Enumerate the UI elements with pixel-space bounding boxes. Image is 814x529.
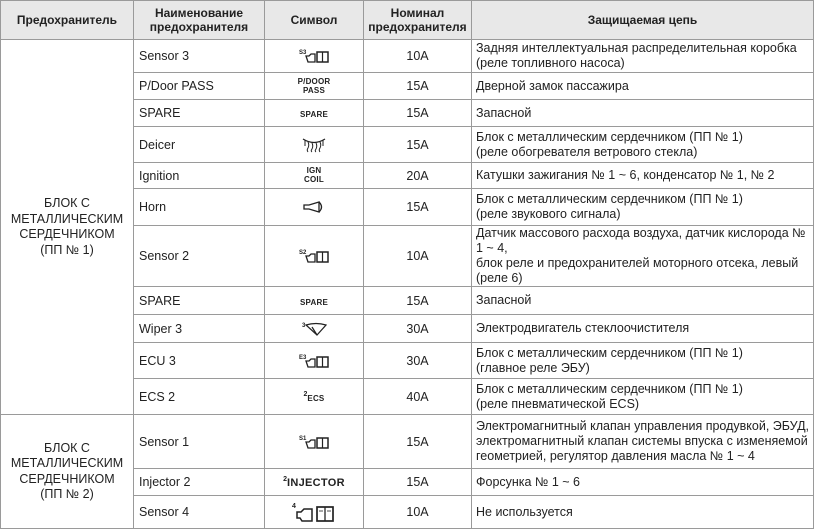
svg-text:3: 3 — [302, 322, 306, 329]
p-door-pass-symbol: P/DOOR PASS — [265, 73, 364, 100]
protected-circuit: Блок с металлическим сердечником (ПП № 1) (реле звукового сигнала) — [472, 189, 814, 226]
protected-circuit: Запасной — [472, 100, 814, 127]
fuse-name: ECU 3 — [134, 343, 265, 379]
fuse-name: P/Door PASS — [134, 73, 265, 100]
fuse-name: Ignition — [134, 163, 265, 189]
fuse-name: Wiper 3 — [134, 315, 265, 343]
protected-circuit: Катушки зажигания № 1 ~ 6, конденсатор № 1, № 2 — [472, 163, 814, 189]
svg-text:E3: E3 — [299, 354, 307, 361]
header-rating: Номинал предохранителя — [364, 1, 472, 40]
svg-text:S1: S1 — [299, 435, 307, 442]
table-row — [1, 40, 814, 73]
sensor-1-icon — [265, 415, 364, 469]
header-circuit: Защищаемая цепь — [472, 1, 814, 40]
ecs-2-symbol: $^2$ECS — [265, 379, 364, 415]
fuse-name: Sensor 3 — [134, 40, 265, 73]
injector-2-symbol: $^2$INJECTOR — [265, 469, 364, 496]
svg-text:4: 4 — [292, 503, 296, 510]
protected-circuit: Запасной — [472, 287, 814, 315]
fuse-rating: 30A — [364, 343, 472, 379]
ign-coil-symbol: IGN COIL — [265, 163, 364, 189]
fuse-name: SPARE — [134, 287, 265, 315]
protected-circuit: Датчик массового расхода воздуха, датчик кислорода № 1 ~ 4, блок реле и предохранителей моторного отсека, левый (реле 6) — [472, 226, 814, 287]
ecu-3-icon — [265, 343, 364, 379]
protected-circuit: Блок с металлическим сердечником (ПП № 1) (реле пневматической ECS) — [472, 379, 814, 415]
protected-circuit: Форсунка № 1 ~ 6 — [472, 469, 814, 496]
sensor-4-icon — [265, 496, 364, 529]
fuse-name: Horn — [134, 189, 265, 226]
header-symbol: Символ — [265, 1, 364, 40]
table-row — [1, 415, 814, 469]
fuse-rating: 15A — [364, 469, 472, 496]
header-row — [1, 1, 814, 40]
fuse-rating: 15A — [364, 415, 472, 469]
protected-circuit: Блок с металлическим сердечником (ПП № 1) (реле обогревателя ветрового стекла) — [472, 127, 814, 163]
fuse-rating: 10A — [364, 40, 472, 73]
protected-circuit: Электромагнитный клапан управления продувкой, ЭБУД, электромагнитный клапан системы впуска с изменяемой геометрией, регулятор давления масла № 1 ~ 4 — [472, 415, 814, 469]
fuse-rating: 15A — [364, 73, 472, 100]
fuse-name: SPARE — [134, 100, 265, 127]
fuse-rating: 15A — [364, 127, 472, 163]
fuse-rating: 15A — [364, 287, 472, 315]
horn-icon — [265, 189, 364, 226]
fuse-name: ECS 2 — [134, 379, 265, 415]
header-name: Наименование предохранителя — [134, 1, 265, 40]
sensor-2-icon — [265, 226, 364, 287]
header-fuse: Предохранитель — [1, 1, 134, 40]
fuse-rating: 40A — [364, 379, 472, 415]
deicer-icon — [265, 127, 364, 163]
fuse-rating: 30A — [364, 315, 472, 343]
fuse-name: Sensor 2 — [134, 226, 265, 287]
fuse-name: Sensor 1 — [134, 415, 265, 469]
svg-text:S3: S3 — [299, 50, 307, 56]
svg-text:S2: S2 — [299, 250, 307, 256]
protected-circuit: Электродвигатель стеклоочистителя — [472, 315, 814, 343]
spare-symbol: SPARE — [265, 100, 364, 127]
spare-symbol: SPARE — [265, 287, 364, 315]
fuse-rating: 15A — [364, 100, 472, 127]
group-label-2: БЛОК С МЕТАЛЛИЧЕСКИМ СЕРДЕЧНИКОМ (ПП № 2) — [1, 415, 134, 529]
protected-circuit: Блок с металлическим сердечником (ПП № 1) (главное реле ЭБУ) — [472, 343, 814, 379]
fuse-rating: 15A — [364, 189, 472, 226]
protected-circuit: Не используется — [472, 496, 814, 529]
group-label-1: БЛОК С МЕТАЛЛИЧЕСКИМ СЕРДЕЧНИКОМ (ПП № 1) — [1, 40, 134, 415]
fuse-name: Sensor 4 — [134, 496, 265, 529]
fuse-name: Deicer — [134, 127, 265, 163]
fuse-rating: 20A — [364, 163, 472, 189]
fuse-rating: 10A — [364, 226, 472, 287]
protected-circuit: Дверной замок пассажира — [472, 73, 814, 100]
protected-circuit: Задняя интеллектуальная распределительная коробка (реле топливного насоса) — [472, 40, 814, 73]
wiper-icon — [265, 315, 364, 343]
fuse-name: Injector 2 — [134, 469, 265, 496]
sensor-3-icon — [265, 40, 364, 73]
fuse-rating: 10A — [364, 496, 472, 529]
